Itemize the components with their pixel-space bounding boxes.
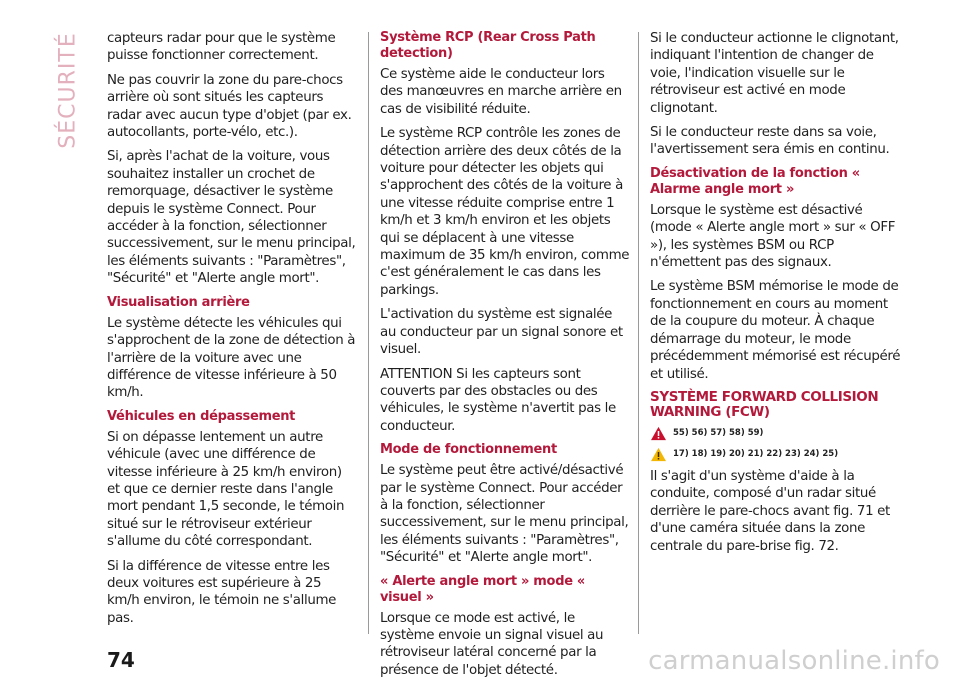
warning-ref-numbers: 55) 56) 57) 58) 59): [673, 428, 764, 439]
paragraph: L'activation du système est signalée au conducteur par un signal sonore et visuel.: [380, 307, 623, 358]
subheading-desactivation: Désactivation de la fonction « Alarme angle mort »: [650, 165, 860, 197]
paragraph: Le système RCP contrôle les zones de détection arrière des deux côtés de la voiture pour détecter les objets qui s'approchent des côtés de la voiture à une vitesse réduite comprise entre 1 km/h et 3 km/h environ et les objets qui se déplacent à une vitesse maximum de 35 km/h environ, comme c'est généralement le cas dans les parkings.: [380, 126, 630, 298]
heading-fcw-system: SYSTÈME FORWARD COLLISION WARNING (FCW): [650, 388, 879, 420]
subheading-mode-fonctionnement: Mode de fonctionnement: [380, 442, 557, 458]
column-divider: [638, 32, 639, 634]
paragraph: Ce système aide le conducteur lors des manœuvres en marche arrière en cas de visibilité réduite.: [380, 67, 622, 117]
warning-references-yellow: [650, 447, 902, 462]
paragraph: Lorsque ce mode est activé, le système envoie un signal visuel au rétroviseur latéral concerné par la présence de l'objet détecté.: [380, 610, 604, 678]
page-number: 74: [107, 648, 135, 672]
subheading-mode-visuel: « Alerte angle mort » mode « visuel »: [380, 573, 586, 605]
text-column-3: [650, 30, 902, 638]
warning-triangle-yellow-icon: [650, 447, 667, 462]
watermark: carmanualsonline.info: [648, 646, 940, 676]
paragraph: Le système détecte les véhicules qui s'approchent de la zone de détection à l'arrière de la voiture avec une différence de vitesse inférieure à 50 km/h.: [107, 315, 356, 401]
paragraph: Ne pas couvrir la zone du pare-chocs arrière où sont situés les capteurs radar avec aucun type d'objet (par ex. autocollants, porte-vélo, etc.).: [107, 72, 352, 141]
warning-ref-numbers: 17) 18) 19) 20) 21) 22) 23) 24) 25): [673, 449, 839, 460]
section-side-title: [52, 30, 84, 150]
column-divider: [368, 32, 369, 634]
paragraph: capteurs radar pour que le système puisse fonctionner correctement.: [107, 31, 336, 64]
paragraph: Le système BSM mémorise le mode de fonctionnement en cours au moment de la coupure du moteur. À chaque démarrage du moteur, le mode précédemment mémorisé est récupéré et utilisé.: [650, 279, 901, 382]
paragraph: Si le conducteur actionne le clignotant, indiquant l'intention de changer de voie, l'indication visuelle sur le rétroviseur est activé en mode clignotant.: [650, 31, 899, 116]
paragraph: Si le conducteur reste dans sa voie, l'avertissement sera émis en continu.: [650, 125, 890, 158]
paragraph: Si la différence de vitesse entre les deux voitures est supérieure à 25 km/h environ, le témoin ne s'allume pas.: [107, 558, 337, 626]
paragraph: Lorsque le système est désactivé (mode « Alerte angle mort » sur « OFF »), les systèmes BSM ou RCP n'émettent pas des signaux.: [650, 202, 896, 271]
subheading-visualisation-arriere: Visualisation arrière: [107, 294, 250, 310]
paragraph: Si, après l'achat de la voiture, vous souhaitez installer un crochet de remorquage, désactiver le système depuis le système Connect. Pour accéder à la fonction, sélectionner successivement, sur le menu principal, les éléments suivants : "Paramètres", "Sécurité" et "Alerte angle mort".: [107, 149, 356, 287]
section-title-text: SÉCURITÉ: [55, 31, 81, 149]
attention-note: ATTENTION Si les capteurs sont couverts par des obstacles ou des véhicules, le système n'avertit pas le conducteur.: [380, 366, 616, 434]
text-column-1: [107, 30, 357, 638]
paragraph: Il s'agit d'un système d'aide à la conduite, composé d'un radar situé derrière le pare-chocs avant fig. 71 et d'une caméra située dans la zone centrale du pare-brise fig. 72.: [650, 468, 890, 554]
warning-references-red: [650, 426, 902, 441]
warning-triangle-red-icon: [650, 426, 667, 441]
text-column-2: [380, 30, 630, 678]
subheading-rcp-system: Système RCP (Rear Cross Path detection): [380, 30, 596, 61]
paragraph: Le système peut être activé/désactivé par le système Connect. Pour accéder à la fonction, sélectionner successivement, sur le menu principal, les éléments suivants : "Paramètres", "Sécurité" et "Alerte angle mort".: [380, 463, 629, 566]
subheading-vehicules-depassement: Véhicules en dépassement: [107, 408, 296, 424]
paragraph: Si on dépasse lentement un autre véhicule (avec une différence de vitesse inférieure à 25 km/h environ) et que ce dernier reste dans l'angle mort pendant 1,5 seconde, le témoin situé sur le rétroviseur extérieur s'allume du côté correspondant.: [107, 429, 345, 550]
